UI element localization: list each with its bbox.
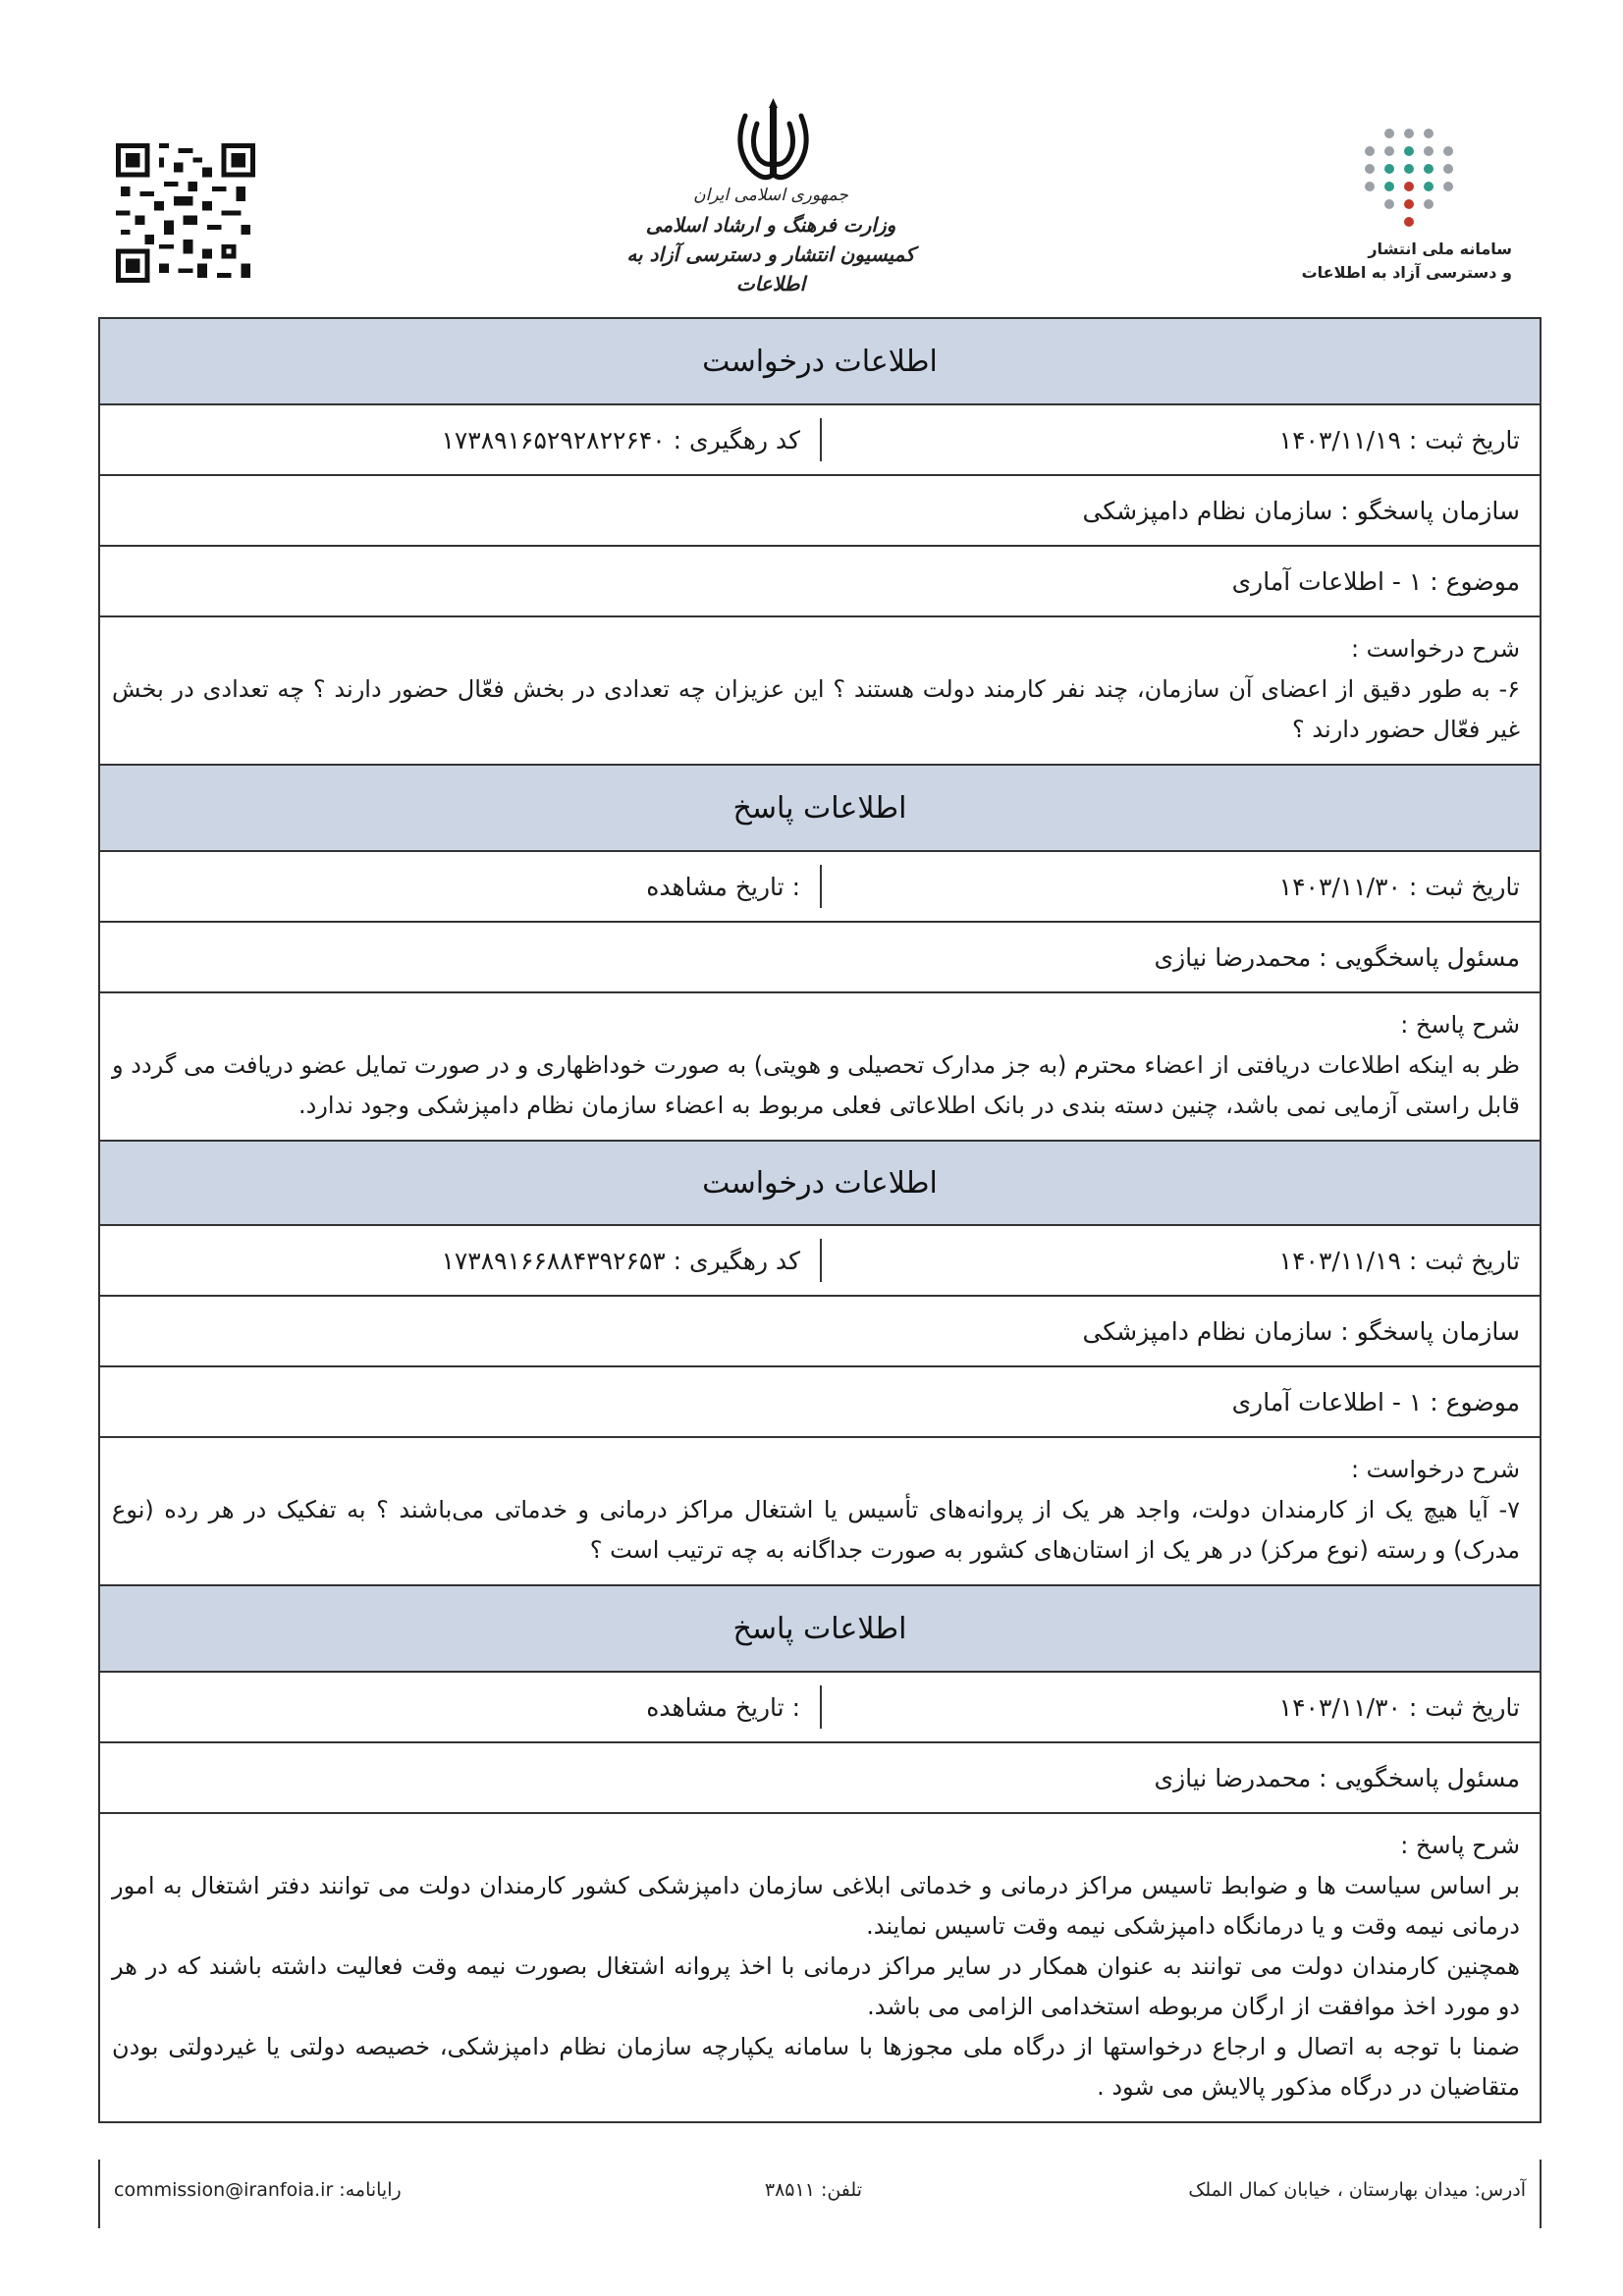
response-description (100, 993, 1540, 1142)
description-text: ۶- به طور دقیق از اعضای آن سازمان، چند نفر کارمند دولت هستند ؟ این عزیزان چه تعدادی در بخش فعّال حضور دارند ؟ چه تعدادی در بخش غیر فعّال حضور دارند ؟ (112, 675, 1520, 743)
foia-logo-caption (1296, 238, 1512, 285)
request-subject: موضوع : ۱ - اطلاعات آماری (100, 547, 1540, 617)
request-meta-row (100, 1226, 1540, 1297)
responder: مسئول پاسخگویی : محمدرضا نیازی (100, 1743, 1540, 1814)
request-document (98, 317, 1542, 2123)
section-title: اطلاعات درخواست (702, 1165, 938, 1201)
response-meta-row (100, 852, 1540, 923)
request-subject: موضوع : ۱ - اطلاعات آماری (100, 1367, 1540, 1438)
footer-address: آدرس: میدان بهارستان ، خیابان کمال الملک (1188, 2179, 1526, 2201)
registration-date: تاریخ ثبت : ۱۴۰۳/۱۱/۱۹ (820, 1239, 1540, 1282)
response-section-header (100, 1586, 1540, 1673)
answer-label: شرح پاسخ : (1400, 1011, 1520, 1039)
ministry-line-3: کمیسیون انتشار و دسترسی آزاد به اطلاعات (626, 242, 915, 295)
ministry-caption (609, 181, 933, 298)
registration-date: تاریخ ثبت : ۱۴۰۳/۱۱/۱۹ (820, 418, 1540, 461)
view-date: : تاریخ مشاهده (646, 872, 800, 901)
request-description (100, 617, 1540, 766)
description-label: شرح درخواست : (1350, 1456, 1520, 1483)
logo-line-1: سامانه ملی انتشار (1368, 240, 1512, 258)
response-meta-row (100, 1673, 1540, 1743)
request-section-header (100, 319, 1540, 405)
description-text: ۷- آیا هیچ یک از کارمندان دولت، واجد هر یک از پروانه‌های تأسیس یا اشتغال مراکز درمانی و خدماتی می‌باشند ؟ به تفکیک در هر رده (نوع مدرک) و رسته (نوع مرکز) در هر یک از استان‌های کشور به صورت جداگانه به چه ترتیب است ؟ (112, 1496, 1520, 1564)
foia-dots-logo (1355, 126, 1463, 234)
request-section-header (100, 1142, 1540, 1226)
ministry-line-1: جمهوری اسلامی ایران (693, 186, 848, 205)
request-meta-row (100, 405, 1540, 476)
section-title: اطلاعات پاسخ (732, 790, 907, 826)
logo-line-2: و دسترسی آزاد به اطلاعات (1301, 263, 1512, 282)
answer-paragraph: ظر به اینکه اطلاعات دریافتی از اعضاء محترم (به جز مدارک تحصیلی و هویتی) به صورت خوداظهاری و در صورت تمایل عضو دریافت می گردد و قابل راستی آزمایی نمی باشد، چنین دسته بندی در بانک اطلاعاتی فعلی مربوط به اعضاء سازمان نظام دامپزشکی وجود ندارد. (112, 1051, 1520, 1119)
response-description (100, 1814, 1540, 2121)
section-title: اطلاعات درخواست (702, 344, 938, 379)
ministry-line-2: وزارت فرهنگ و ارشاد اسلامی (645, 213, 896, 237)
footer-phone: تلفن: ۳۸۵۱۱ (764, 2179, 862, 2201)
qr-code (116, 143, 255, 283)
view-date: : تاریخ مشاهده (646, 1692, 800, 1722)
answer-paragraph: ضمنا با توجه به اتصال و ارجاع درخواستها از درگاه ملی مجوزها با سامانه یکپارچه سازمان نظام دامپزشکی، خصیصه دولتی یا غیردولتی بودن متقاضیان در درگاه مذکور پالایش می شود . (112, 2033, 1520, 2101)
description-label: شرح درخواست : (1350, 635, 1520, 663)
tracking-code: کد رهگیری : ۱۷۳۸۹۱۶۶۸۸۴۳۹۲۶۵۳ (441, 1246, 800, 1275)
response-section-header (100, 766, 1540, 852)
page-footer (98, 2160, 1542, 2228)
response-date: تاریخ ثبت : ۱۴۰۳/۱۱/۳۰ (820, 865, 1540, 908)
footer-email: commission@iranfoia.ir :رایانامه (114, 2179, 402, 2201)
tracking-code: کد رهگیری : ۱۷۳۸۹۱۶۵۲۹۲۸۲۲۶۴۰ (441, 425, 800, 454)
answer-paragraph: بر اساس سیاست ها و ضوابط تاسیس مراکز درمانی و خدماتی ابلاغی سازمان دامپزشکی کشور کارمندان دولت می توانند دفتر اشتغال به امور درمانی نیمه وقت و یا درمانگاه دامپزشکی نیمه وقت تاسیس نمایند. (112, 1872, 1520, 1940)
answer-label: شرح پاسخ : (1400, 1832, 1520, 1859)
request-description (100, 1438, 1540, 1586)
answer-paragraph: همچنین کارمندان دولت می توانند به عنوان همکار در سایر مراکز درمانی با اخذ پروانه اشتغال بصورت نیمه وقت فعالیت داشته باشند که در هر دو مورد اخذ موافقت از ارگان مربوطه استخدامی الزامی می باشد. (112, 1952, 1520, 2020)
responding-organization: سازمان پاسخگو : سازمان نظام دامپزشکی (100, 1297, 1540, 1367)
responder: مسئول پاسخگویی : محمدرضا نیازی (100, 923, 1540, 993)
responding-organization: سازمان پاسخگو : سازمان نظام دامپزشکی (100, 476, 1540, 547)
response-date: تاریخ ثبت : ۱۴۰۳/۱۱/۳۰ (820, 1685, 1540, 1729)
page-header (0, 0, 1623, 314)
section-title: اطلاعات پاسخ (732, 1611, 907, 1646)
